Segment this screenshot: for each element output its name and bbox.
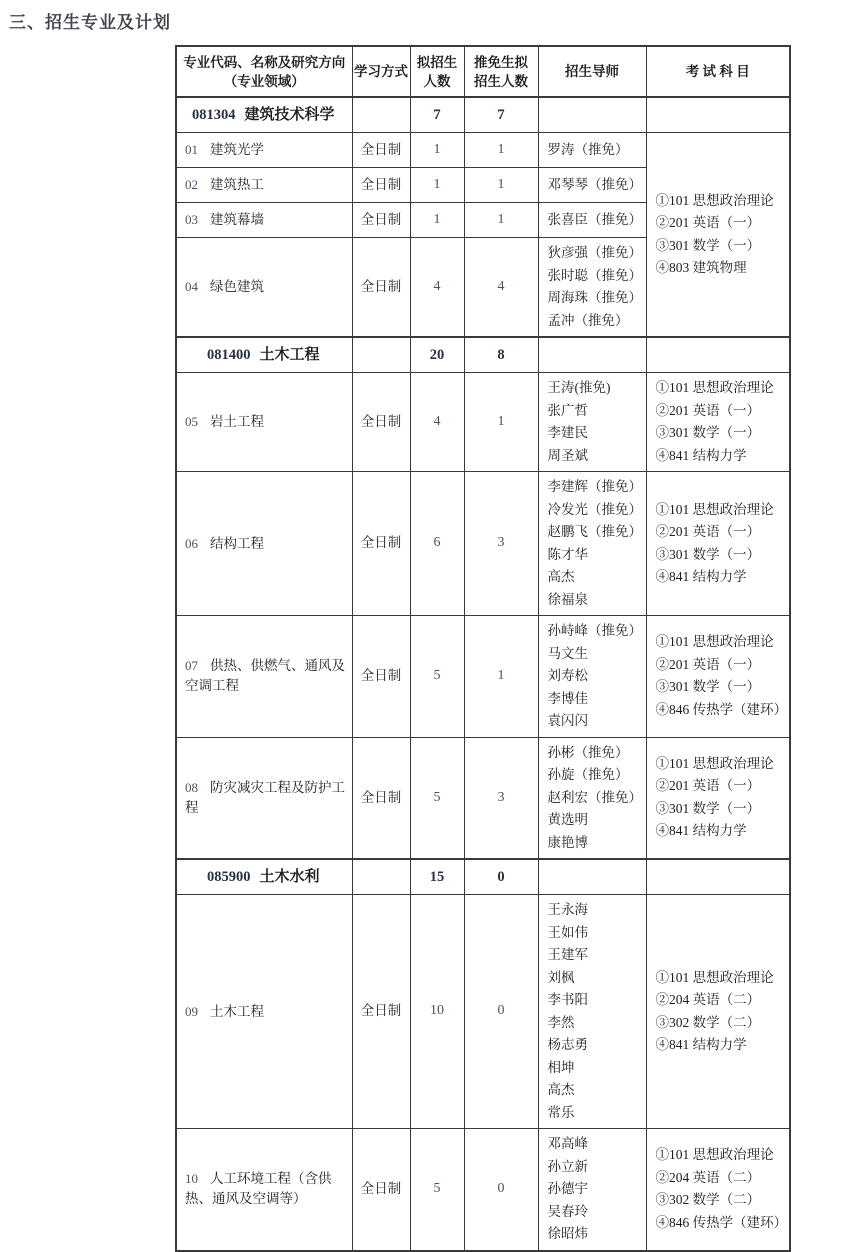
exam-subject: ②201 英语（一） — [655, 402, 761, 418]
exam-subjects-cell — [646, 895, 790, 1129]
supervisor-name: 吴春玲 — [547, 1203, 588, 1219]
study-mode-cell: 全日制 — [352, 472, 410, 616]
supervisors-cell — [538, 133, 646, 168]
major-name: 建筑光学 — [210, 142, 264, 157]
col-header-study-mode: 学习方式 — [352, 46, 410, 97]
planned-count-cell: 6 — [410, 472, 464, 616]
major-name-cell — [176, 168, 352, 203]
exempt-count-cell: 1 — [464, 373, 538, 472]
supervisor-name: 袁闪闪 — [547, 713, 588, 728]
planned-count-cell: 5 — [410, 616, 464, 738]
major-name: 结构工程 — [210, 535, 264, 551]
exam-subjects-cell — [646, 1129, 790, 1251]
study-mode-cell: 全日制 — [352, 1129, 410, 1251]
group-row-081400 — [176, 337, 790, 373]
major-code: 01 — [185, 142, 198, 157]
exam-subject: ②201 英语（一） — [655, 215, 761, 230]
supervisor-name: 李书阳 — [547, 992, 588, 1007]
major-name-cell — [176, 238, 352, 338]
major-name-cell — [176, 737, 352, 859]
major-code: 085900 — [206, 868, 251, 885]
exam-subjects-cell — [646, 133, 790, 338]
supervisor-name: 张喜臣（推免） — [547, 211, 642, 227]
supervisors-cell — [538, 616, 646, 738]
group-name-cell — [176, 859, 352, 895]
supervisor-name: 李建辉（推免） — [547, 479, 642, 494]
major-name: 土木水利 — [259, 868, 320, 885]
supervisor-name: 张时聪（推免） — [547, 267, 642, 283]
major-code: 07 — [185, 658, 198, 674]
exempt-count-cell: 1 — [464, 133, 538, 168]
supervisor-name: 周海珠（推免） — [547, 290, 642, 305]
major-name-cell — [176, 1129, 352, 1251]
exam-subjects-cell — [646, 97, 790, 133]
study-mode-cell — [352, 337, 410, 373]
supervisor-name: 赵利宏（推免） — [547, 789, 642, 805]
exempt-count-cell: 0 — [464, 859, 538, 895]
exam-subject: ①101 思想政治理论 — [655, 501, 774, 517]
supervisor-name: 康艳博 — [547, 834, 588, 850]
major-name-cell — [176, 616, 352, 738]
exempt-count-cell: 0 — [464, 895, 538, 1129]
supervisor-name: 陈才华 — [547, 546, 588, 562]
major-name: 土木工程 — [259, 346, 320, 363]
major-name-cell — [176, 472, 352, 616]
major-code: 10 — [185, 1171, 198, 1187]
exempt-count-cell: 8 — [464, 337, 538, 373]
study-mode-cell: 全日制 — [352, 616, 410, 738]
table-body — [176, 97, 790, 1251]
study-mode-cell: 全日制 — [352, 373, 410, 472]
supervisor-name: 王建军 — [547, 947, 588, 962]
col-header-exempt-line1: 推免生拟 — [474, 54, 528, 70]
supervisor-name: 周圣斌 — [547, 447, 588, 463]
col-header-major — [176, 46, 352, 97]
planned-count-cell: 1 — [410, 168, 464, 203]
supervisor-name: 高杰 — [547, 569, 575, 584]
supervisor-name: 高杰 — [547, 1082, 575, 1097]
planned-count-cell: 4 — [410, 238, 464, 338]
col-header-supervisors: 招生导师 — [538, 46, 646, 97]
supervisors-cell — [538, 737, 646, 859]
exam-subject: ①101 思想政治理论 — [655, 634, 774, 650]
exam-subject: ②201 英语（一） — [655, 656, 761, 672]
major-code: 081400 — [206, 346, 251, 363]
supervisor-name: 李博佳 — [547, 690, 588, 706]
exam-subject: ②204 英语（二） — [655, 1169, 761, 1185]
exam-subject: ③301 数学（一） — [655, 425, 761, 440]
col-header-planned-line1: 拟招生 — [416, 54, 458, 70]
exam-subject: ③302 数学（二） — [655, 1192, 761, 1208]
group-name-cell — [176, 337, 352, 373]
exam-subjects-cell — [646, 859, 790, 895]
supervisor-name: 常乐 — [547, 1104, 575, 1120]
supervisor-name: 邓高峰 — [547, 1136, 588, 1151]
study-mode-cell: 全日制 — [352, 203, 410, 238]
supervisors-cell — [538, 238, 646, 338]
exam-subject: ①101 思想政治理论 — [655, 1147, 774, 1163]
supervisors-cell — [538, 1129, 646, 1251]
major-name: 土木工程 — [210, 1003, 264, 1019]
exam-subjects-cell — [646, 373, 790, 472]
exam-subject: ④846 传热学（建环） — [655, 1214, 788, 1230]
exam-subject: ①101 思想政治理论 — [655, 755, 774, 771]
supervisor-name: 王涛(推免) — [547, 380, 611, 395]
exam-subject: ④841 结构力学 — [655, 1037, 747, 1052]
page-title: 三、招生专业及计划 — [9, 13, 171, 32]
major-name: 岩土工程 — [210, 414, 264, 429]
major-code: 06 — [185, 535, 198, 551]
study-mode-cell: 全日制 — [352, 168, 410, 203]
supervisors-cell — [538, 895, 646, 1129]
exam-subject: ③301 数学（一） — [655, 679, 761, 695]
exam-subject: ②204 英语（二） — [655, 992, 761, 1007]
exam-subject: ③301 数学（一） — [655, 237, 761, 253]
supervisor-name: 邓琴琴（推免） — [547, 176, 642, 192]
supervisor-name: 刘枫 — [547, 969, 575, 985]
supervisor-name: 狄彦强（推免） — [547, 245, 642, 260]
group-row-085900 — [176, 859, 790, 895]
col-header-planned-line2: 人数 — [423, 73, 451, 89]
col-header-exempt-line2: 招生人数 — [474, 73, 528, 89]
major-name-cell — [176, 373, 352, 472]
study-mode-cell: 全日制 — [352, 737, 410, 859]
exempt-count-cell: 3 — [464, 472, 538, 616]
supervisor-name: 赵鹏飞（推免） — [547, 524, 642, 539]
major-name-cell — [176, 895, 352, 1129]
supervisor-name: 孟冲（推免） — [547, 312, 629, 328]
exam-subject: ④841 结构力学 — [655, 823, 747, 839]
supervisors-cell — [538, 373, 646, 472]
supervisor-name: 黄选明 — [547, 812, 588, 827]
study-mode-cell — [352, 859, 410, 895]
supervisor-name: 孙旋（推免） — [547, 767, 629, 782]
supervisor-name: 相坤 — [547, 1059, 575, 1075]
supervisor-name: 冷发光（推免） — [547, 501, 642, 517]
exempt-count-cell: 1 — [464, 616, 538, 738]
supervisor-name: 马文生 — [547, 645, 588, 661]
major-name: 建筑技术科学 — [244, 106, 335, 123]
col-header-major-line1: 专业代码、名称及研究方向 — [183, 54, 346, 70]
exam-subject: ①101 思想政治理论 — [655, 380, 774, 395]
exam-subject: ④841 结构力学 — [655, 569, 747, 584]
planned-count-cell: 5 — [410, 1129, 464, 1251]
major-row-01 — [176, 133, 790, 168]
planned-count-cell: 10 — [410, 895, 464, 1129]
exam-subject: ③302 数学（二） — [655, 1014, 761, 1030]
study-mode-cell: 全日制 — [352, 238, 410, 338]
exempt-count-cell: 4 — [464, 238, 538, 338]
supervisor-name: 杨志勇 — [547, 1037, 588, 1052]
supervisor-name: 孙立新 — [547, 1158, 588, 1174]
major-code: 03 — [185, 212, 198, 227]
supervisor-name: 孙德宇 — [547, 1181, 588, 1196]
planned-count-cell: 1 — [410, 203, 464, 238]
col-header-exempt — [464, 46, 538, 97]
major-row-06 — [176, 472, 790, 616]
supervisor-name: 徐福泉 — [547, 591, 588, 607]
group-name-cell — [176, 97, 352, 133]
major-name: 绿色建筑 — [210, 279, 264, 294]
exempt-count-cell: 0 — [464, 1129, 538, 1251]
major-code: 081304 — [191, 106, 236, 123]
col-header-subjects: 考 试 科 目 — [646, 46, 790, 97]
major-code: 09 — [185, 1003, 198, 1019]
exam-subject: ④803 建筑物理 — [655, 260, 747, 275]
major-name-cell — [176, 133, 352, 168]
exam-subject: ③301 数学（一） — [655, 546, 761, 562]
planned-count-cell: 7 — [410, 97, 464, 133]
study-mode-cell: 全日制 — [352, 133, 410, 168]
supervisor-name: 王如伟 — [547, 924, 588, 940]
supervisor-name: 孙彬（推免） — [547, 744, 629, 760]
major-row-09 — [176, 895, 790, 1129]
exam-subject: ③301 数学（一） — [655, 800, 761, 816]
major-code: 08 — [185, 779, 198, 795]
exempt-count-cell: 3 — [464, 737, 538, 859]
supervisors-cell — [538, 337, 646, 373]
major-code: 04 — [185, 279, 198, 294]
study-mode-cell: 全日制 — [352, 895, 410, 1129]
major-name: 建筑热工 — [210, 177, 264, 192]
exam-subject: ②201 英语（一） — [655, 524, 761, 539]
exam-subject: ②201 英语（一） — [655, 778, 761, 794]
exam-subjects-cell — [646, 737, 790, 859]
group-row-081304 — [176, 97, 790, 133]
col-header-major-line2: （专业领域） — [223, 73, 305, 89]
supervisor-name: 李建民 — [547, 425, 588, 440]
supervisor-name: 刘寿松 — [547, 668, 588, 683]
exam-subject: ④846 传热学（建环） — [655, 701, 788, 717]
major-row-07 — [176, 616, 790, 738]
supervisor-name: 李然 — [547, 1014, 575, 1030]
supervisors-cell — [538, 203, 646, 238]
supervisors-cell — [538, 168, 646, 203]
supervisors-cell — [538, 859, 646, 895]
exam-subject: ④841 结构力学 — [655, 447, 747, 463]
col-header-planned — [410, 46, 464, 97]
major-name: 供热、供燃气、通风及空调工程 — [185, 658, 345, 694]
major-name-cell — [176, 203, 352, 238]
supervisor-name: 王永海 — [547, 902, 588, 917]
supervisors-cell — [538, 472, 646, 616]
major-name: 防灾减灾工程及防护工程 — [185, 779, 345, 815]
planned-count-cell: 5 — [410, 737, 464, 859]
planned-count-cell: 15 — [410, 859, 464, 895]
supervisor-name: 张广哲 — [547, 402, 588, 418]
exam-subjects-cell — [646, 337, 790, 373]
supervisor-name: 罗涛（推免） — [547, 141, 629, 157]
admissions-table — [175, 45, 791, 1252]
supervisor-name: 孙峙峰（推免） — [547, 623, 642, 638]
major-name: 人工环境工程（含供热、通风及空调等） — [185, 1171, 332, 1207]
exam-subjects-cell — [646, 472, 790, 616]
major-code: 05 — [185, 414, 198, 429]
major-row-08 — [176, 737, 790, 859]
major-row-05 — [176, 373, 790, 472]
exempt-count-cell: 1 — [464, 203, 538, 238]
exempt-count-cell: 1 — [464, 168, 538, 203]
major-name: 建筑幕墙 — [210, 212, 264, 227]
planned-count-cell: 4 — [410, 373, 464, 472]
header-row — [176, 46, 790, 97]
exempt-count-cell: 7 — [464, 97, 538, 133]
planned-count-cell: 1 — [410, 133, 464, 168]
supervisors-cell — [538, 97, 646, 133]
exam-subjects-cell — [646, 616, 790, 738]
supervisor-name: 徐昭炜 — [547, 1226, 588, 1241]
major-code: 02 — [185, 177, 198, 192]
planned-count-cell: 20 — [410, 337, 464, 373]
study-mode-cell — [352, 97, 410, 133]
exam-subject: ①101 思想政治理论 — [655, 192, 774, 208]
major-row-10 — [176, 1129, 790, 1251]
exam-subject: ①101 思想政治理论 — [655, 969, 774, 985]
